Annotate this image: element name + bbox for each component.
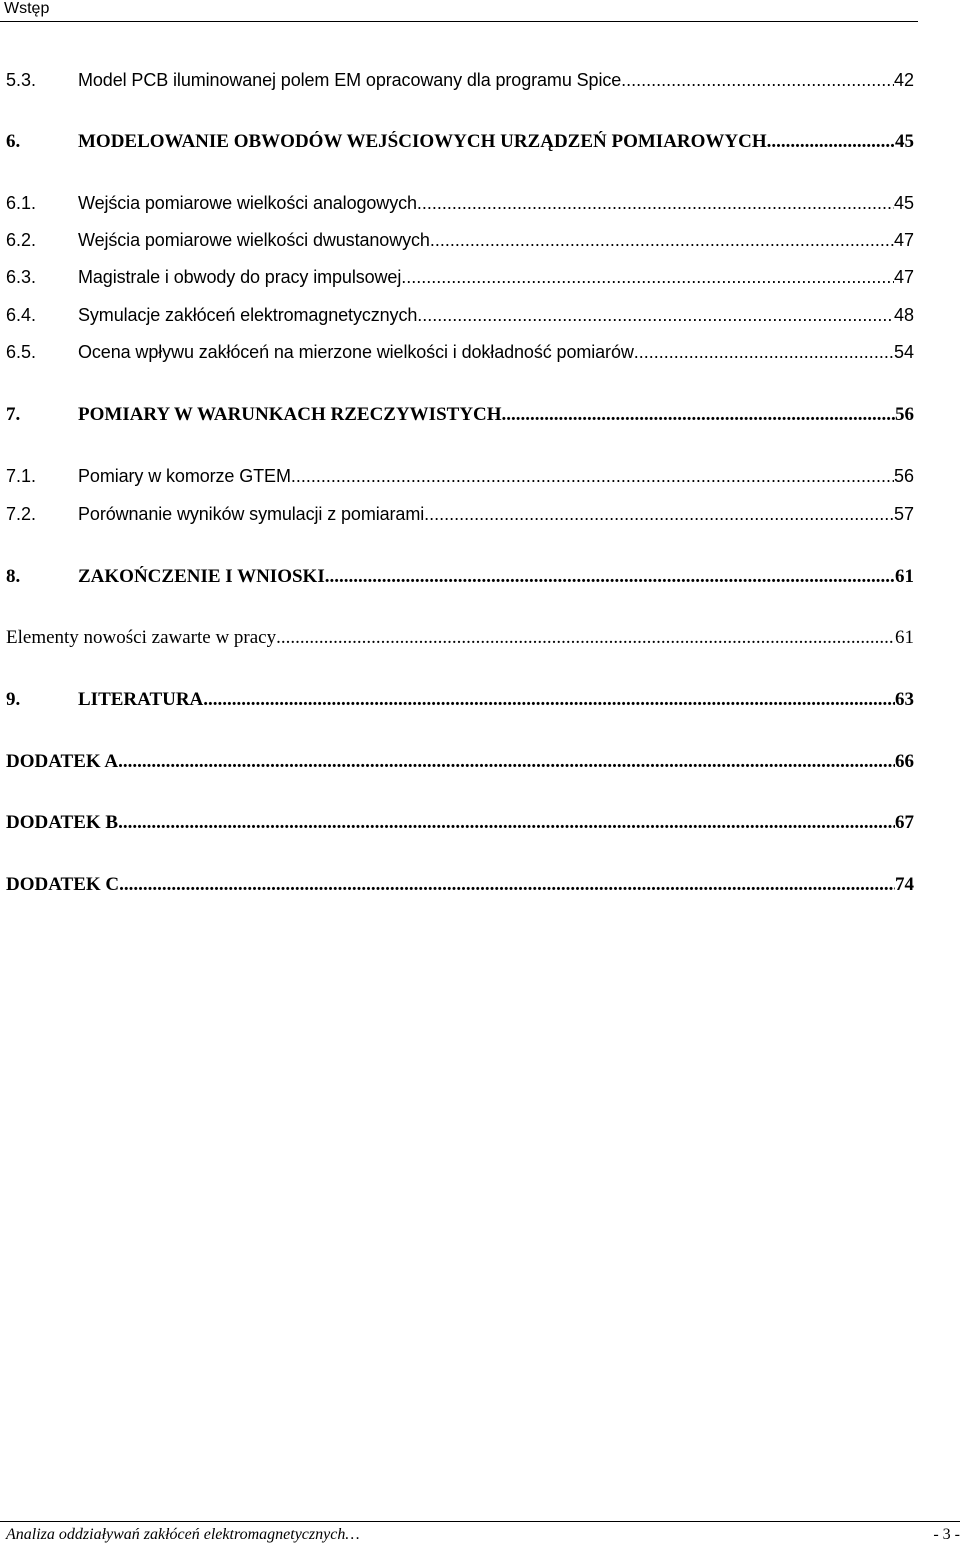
toc-entry-page: 66 — [895, 751, 914, 772]
toc-entry-number: 6.2. — [6, 230, 37, 250]
toc-entry-title: Symulacje zakłóceń elektromagnetycznych — [78, 305, 418, 325]
toc-entry-number: 6.5. — [6, 342, 37, 362]
toc-entry-number: 6.4. — [6, 305, 37, 325]
toc-entry-page: 63 — [895, 689, 914, 710]
toc-entry-number: 7.2. — [6, 504, 37, 524]
toc-entry[interactable] — [6, 342, 914, 368]
toc-entry-title: DODATEK A — [6, 751, 119, 772]
toc-entry-number: 8. — [6, 566, 21, 587]
toc-entry-page: 45 — [893, 193, 914, 213]
toc-leader-dots — [401, 267, 894, 288]
toc-leader-dots — [430, 230, 894, 251]
toc-leader-dots — [118, 812, 895, 834]
toc-entry[interactable] — [6, 193, 914, 219]
toc-entry-title: Model PCB iluminowanej polem EM opracowany dla programu Spice — [78, 70, 622, 90]
toc-entry-number: 6.1. — [6, 193, 37, 213]
toc-leader-dots — [621, 70, 894, 91]
running-footer — [0, 1521, 960, 1548]
toc-entry-title: POMIARY W WARUNKACH RZECZYWISTYCH — [78, 404, 502, 425]
toc-leader-dots — [276, 627, 895, 649]
toc-entry[interactable] — [6, 131, 914, 157]
header-title: Wstęp — [4, 0, 50, 17]
toc-leader-dots — [424, 504, 894, 525]
toc-entry[interactable] — [6, 230, 914, 256]
toc-entry-title: Porównanie wyników symulacji z pomiarami — [78, 504, 425, 524]
toc-entry-title: Pomiary w komorze GTEM — [78, 466, 291, 486]
toc-leader-dots — [767, 131, 895, 153]
toc-leader-dots — [203, 689, 895, 711]
toc-entry-page: 48 — [893, 305, 914, 325]
running-header — [0, 0, 918, 22]
toc-entry-number: 7. — [6, 404, 21, 425]
toc-entry-page: 61 — [895, 566, 914, 587]
toc-entry[interactable] — [6, 305, 914, 331]
toc-entry-title: Magistrale i obwody do pracy impulsowej — [78, 267, 402, 287]
toc-entry-title: Wejścia pomiarowe wielkości analogowych — [78, 193, 417, 213]
toc-leader-dots — [325, 566, 895, 588]
toc-leader-dots — [417, 193, 894, 214]
toc-entry-page: 42 — [893, 70, 914, 90]
toc-entry-page: 56 — [895, 404, 914, 425]
toc-entry[interactable] — [6, 70, 914, 96]
toc-entry[interactable] — [6, 404, 914, 430]
toc-entry[interactable] — [6, 504, 914, 530]
toc-entry[interactable] — [6, 812, 914, 838]
toc-entry[interactable] — [6, 689, 914, 715]
footer-document-title: Analiza oddziaływań zakłóceń elektromagnetycznych… — [6, 1526, 360, 1543]
toc-leader-dots — [634, 342, 894, 363]
toc-entry-number: 6. — [6, 131, 21, 152]
toc-entry-title: Ocena wpływu zakłóceń na mierzone wielkości i dokładność pomiarów — [78, 342, 634, 362]
toc-entry-page: 45 — [895, 131, 914, 152]
toc-entry-number: 9. — [6, 689, 21, 710]
toc-entry[interactable] — [6, 566, 914, 592]
toc-entry-page: 47 — [893, 230, 914, 250]
toc-entry-number: 6.3. — [6, 267, 37, 287]
toc-entry-number: 5.3. — [6, 70, 37, 90]
toc-entry-title: ZAKOŃCZENIE I WNIOSKI — [78, 566, 325, 587]
toc-entry-page: 56 — [893, 466, 914, 486]
page-number: - 3 - — [933, 1526, 960, 1543]
toc-entry-title: Elementy nowości zawarte w pracy — [6, 627, 277, 648]
toc-entry[interactable] — [6, 466, 914, 492]
toc-entry-title: Wejścia pomiarowe wielkości dwustanowych — [78, 230, 430, 250]
toc-entry[interactable] — [6, 627, 914, 653]
toc-entry-page: 74 — [895, 874, 914, 895]
toc-leader-dots — [118, 751, 895, 773]
toc-entry-number: 7.1. — [6, 466, 37, 486]
toc-leader-dots — [502, 404, 895, 426]
toc-leader-dots — [119, 874, 895, 896]
toc-leader-dots — [417, 305, 894, 326]
toc-entry-page: 57 — [893, 504, 914, 524]
toc-entry-title: LITERATURA — [78, 689, 204, 710]
toc-entry-title: MODELOWANIE OBWODÓW WEJŚCIOWYCH URZĄDZEŃ POMIAROWYCH — [78, 131, 767, 152]
toc-entry-title: DODATEK C — [6, 874, 120, 895]
toc-entry-page: 47 — [893, 267, 914, 287]
toc-entry[interactable] — [6, 874, 914, 900]
toc-entry[interactable] — [6, 751, 914, 777]
toc-entry-page: 61 — [895, 627, 914, 648]
toc-leader-dots — [291, 466, 894, 487]
toc-entry-page: 54 — [893, 342, 914, 362]
toc-entry-page: 67 — [895, 812, 914, 833]
toc-entry[interactable] — [6, 267, 914, 293]
toc-entry-title: DODATEK B — [6, 812, 119, 833]
